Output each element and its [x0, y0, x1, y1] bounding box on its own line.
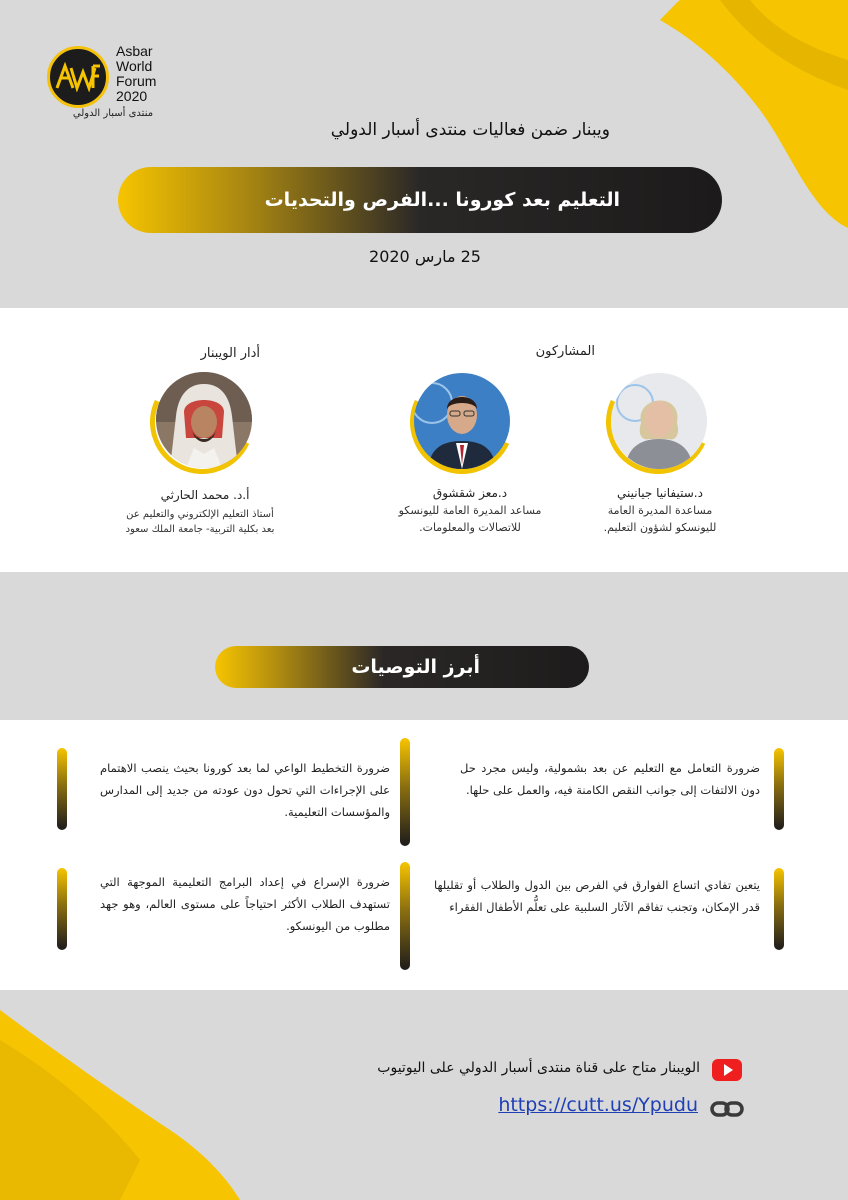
accent-bar	[774, 748, 784, 830]
moderator-name: أ.د. محمد الحارثي	[160, 488, 250, 502]
accent-bar	[400, 862, 410, 970]
decor-brush-bottom-left	[0, 1010, 250, 1200]
recommendations-heading: أبرز التوصيات	[351, 656, 480, 678]
accent-bar	[57, 748, 67, 830]
logo-line: Asbar	[116, 43, 153, 59]
participant2-role-line: لليونسكو لشؤون التعليم.	[603, 521, 717, 534]
avatar	[414, 373, 510, 469]
logo-line: 2020	[116, 88, 148, 104]
accent-bar	[400, 738, 410, 846]
participant2-name: د.ستيفانيا جيانيني	[617, 486, 703, 500]
moderator-role-line: أستاذ التعليم الإلكتروني والتعليم عن	[126, 509, 274, 520]
logo-wordmark	[116, 44, 176, 104]
participants-label: المشاركون	[535, 344, 595, 359]
participant1-avatar-wrap	[410, 370, 514, 474]
recommendation-item: ضرورة الإسراع في إعداد البرامج التعليمية الموجهة التي تستهدف الطلاب الأكثر احتياجاً على مستوى العالم، وهو جهد مطلوب من اليونسكو.	[100, 875, 390, 933]
accent-bar	[774, 868, 784, 950]
event-date: 25 مارس 2020	[369, 247, 481, 266]
logo-line: World	[116, 58, 153, 74]
recommendation-item: ضرورة التخطيط الواعي لما بعد كورونا بحيث ينصب الاهتمام على الإجراءات التي تحول دون عودته من جديد إلى المدارس والمؤسسات التعليمية.	[100, 761, 390, 819]
recommendation-item: يتعين تفادي اتساع الفوارق في الفرص بين الدول والطلاب أو تقليلها قدر الإمكان، وتجنب تفاقم الآثار السلبية على تعلُّم الأطفال الفقراء	[434, 878, 760, 914]
moderator-label: أدار الويبنار	[200, 346, 260, 361]
logo-arabic: منتدى أسبار الدولي	[72, 108, 154, 119]
participant1-name: د.معز شقشوق	[432, 486, 508, 500]
recommendation-item: ضرورة التعامل مع التعليم عن بعد بشمولية، وليس مجرد حل دون الالتفات إلى جوانب النقص الكامنة فيه، والعمل على حلها.	[460, 761, 760, 797]
youtube-text: الويبنار متاح على قناة منتدى أسبار الدولي على اليوتيوب	[377, 1060, 700, 1076]
awf-logo-icon	[47, 46, 109, 108]
page-title: التعليم بعد كورونا ...الفرص والتحديات	[264, 189, 620, 211]
avatar	[611, 373, 707, 469]
logo-line: Forum	[116, 73, 157, 89]
participant2-avatar-wrap	[606, 370, 710, 474]
moderator-role-line: بعد بكلية التربية- جامعة الملك سعود	[125, 524, 275, 535]
forum-subtitle: ويبنار ضمن فعاليات منتدى أسبار الدولي	[330, 120, 610, 140]
participant1-role-line: للاتصالات والمعلومات.	[419, 521, 521, 534]
link-icon	[710, 1098, 744, 1120]
participant2-role-line: مساعدة المديرة العامة	[607, 504, 713, 517]
youtube-link[interactable]: https://cutt.us/Ypudu	[498, 1094, 698, 1116]
participant1-role-line: مساعد المديرة العامة لليونسكو	[398, 504, 542, 517]
avatar	[156, 372, 252, 468]
youtube-icon[interactable]	[712, 1059, 742, 1081]
moderator-avatar-wrap	[150, 370, 254, 474]
accent-bar	[57, 868, 67, 950]
